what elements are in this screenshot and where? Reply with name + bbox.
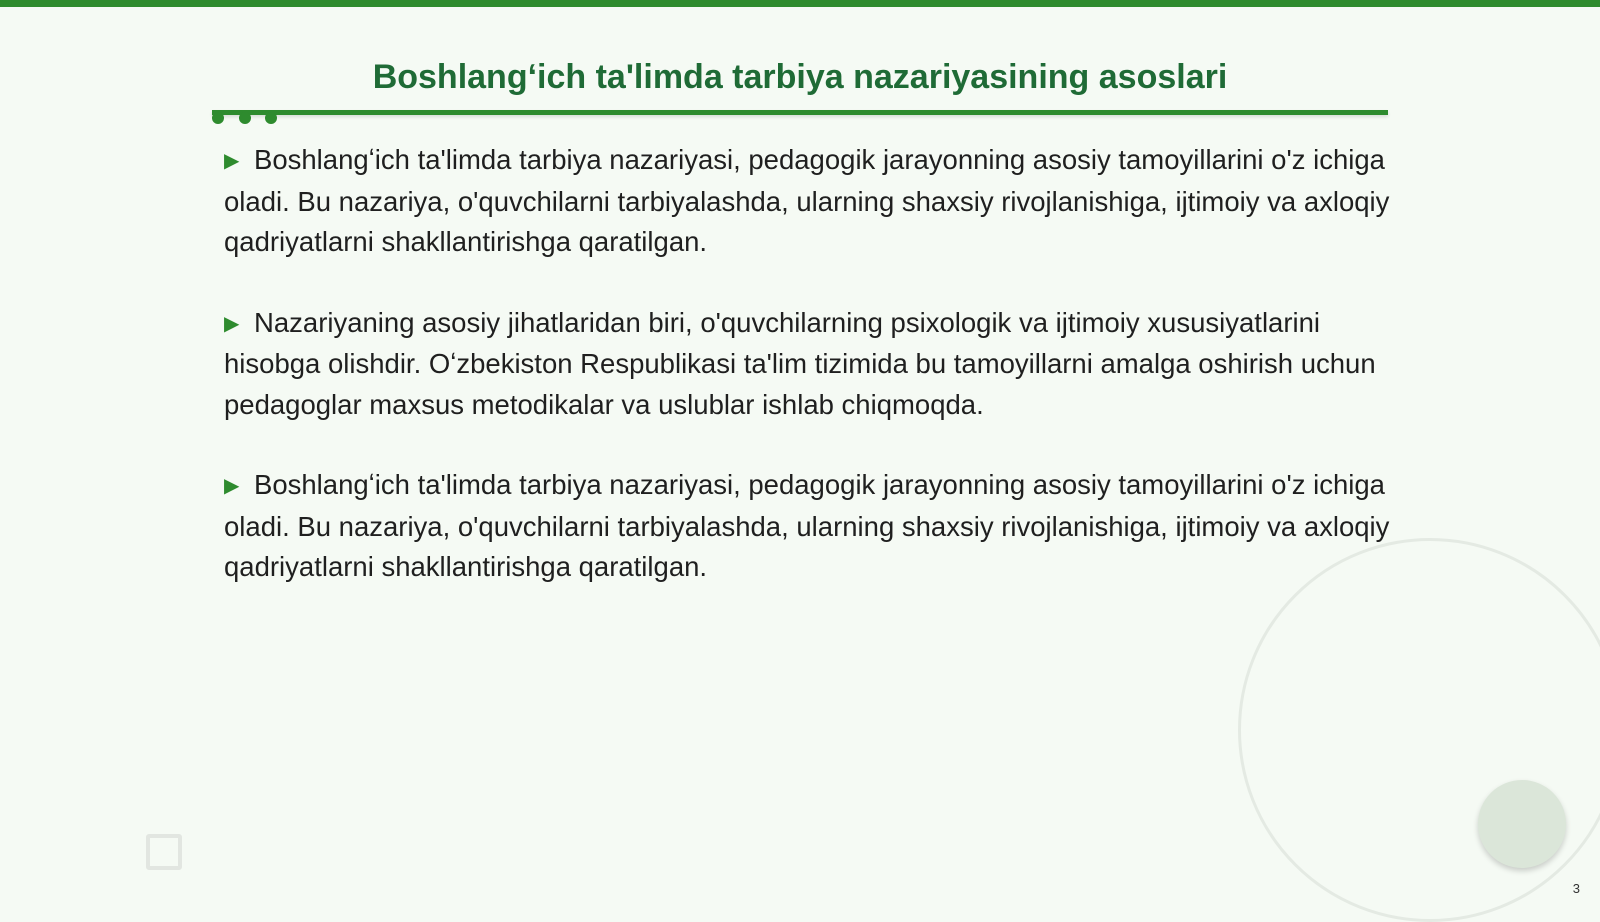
bullet-paragraph <box>224 303 1390 426</box>
bullet-paragraph <box>224 140 1390 263</box>
decorative-dot <box>212 112 224 124</box>
decorative-circle <box>1478 780 1566 868</box>
bullet-text: Nazariyaning asosiy jihatlaridan biri, o'quvchilarning psixologik va ijtimoiy xususiyatlarini hisobga olishdir. Oʻzbekiston Respublikasi ta'lim tizimida bu tamoyillarni amalga oshirish uchun pedagoglar maxsus metodikalar va uslublar ishlab chiqmoqda. <box>224 306 1376 420</box>
decorative-dot <box>265 112 277 124</box>
top-accent-bar <box>0 0 1600 7</box>
triangle-right-icon: ▶ <box>224 150 240 172</box>
page-number: 3 <box>1572 881 1580 896</box>
decorative-square <box>146 834 182 870</box>
bullet-text: Boshlangʻich ta'limda tarbiya nazariyasi, pedagogik jarayonning asosiy tamoyillarini o'z ichiga oladi. Bu nazariya, o'quvchilarni tarbiyalashda, ularning shaxsiy rivojlanishiga, ijtimoiy va axloqiy qadriyatlarni shakllantirishga qaratilgan. <box>224 144 1390 257</box>
triangle-right-icon: ▶ <box>224 312 240 335</box>
title-underline <box>212 110 1388 115</box>
bullet-text: Boshlangʻich ta'limda tarbiya nazariyasi, pedagogik jarayonning asosiy tamoyillarini o'z ichiga oladi. Bu nazariya, o'quvchilarni tarbiyalashda, ularning shaxsiy rivojlanishiga, ijtimoiy va axloqiy qadriyatlarni shakllantirishga qaratilgan. <box>224 469 1390 582</box>
bullet-paragraph <box>224 465 1390 588</box>
decorative-ring <box>1238 538 1600 922</box>
triangle-right-icon: ▶ <box>224 475 240 497</box>
bullet-list <box>224 140 1390 628</box>
decorative-dot <box>239 112 251 124</box>
slide-title: Boshlangʻich ta'limda tarbiya nazariyasining asoslari <box>372 58 1228 96</box>
